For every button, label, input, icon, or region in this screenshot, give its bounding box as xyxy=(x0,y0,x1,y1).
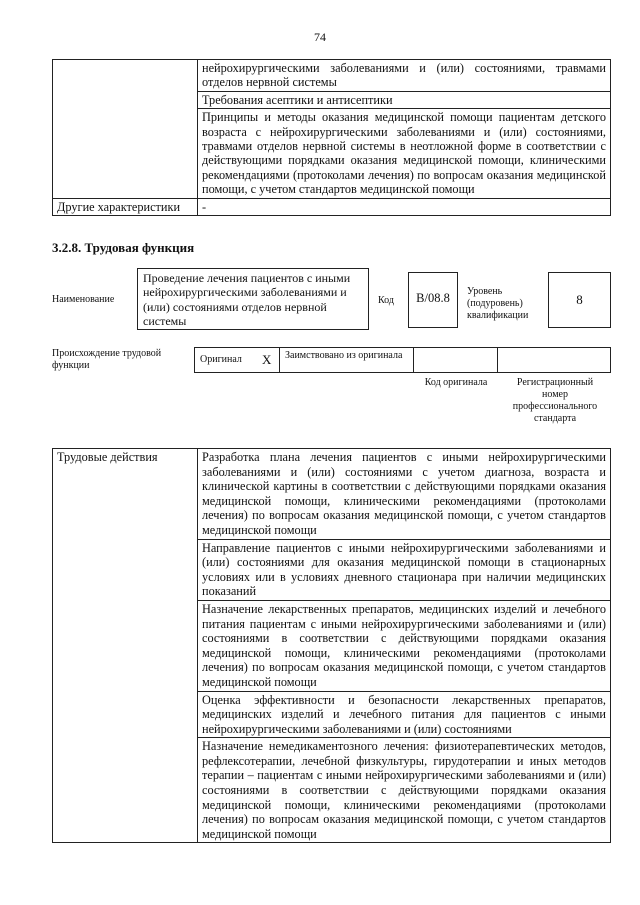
page-number: 74 xyxy=(314,30,326,44)
table-row xyxy=(53,449,611,540)
row-label xyxy=(53,60,198,92)
actions-label: Трудовые действия xyxy=(53,449,198,843)
row-text: - xyxy=(198,198,611,215)
table-row xyxy=(53,91,611,108)
divider xyxy=(413,347,414,373)
action-item: Направление пациентов с иными нейрохирургическими заболеваниями и (или) состояниями для оказания медицинской помощи в стационарных условиях или в условиях дневного стационара при наличии медицинских показаний xyxy=(198,539,611,600)
action-item: Оценка эффективности и безопасности лекарственных препаратов, медицинских изделий и лечебного питания для пациентов с иными нейрохирургическими заболеваниями и (или) состояниями xyxy=(198,691,611,738)
action-item: Назначение лекарственных препаратов, медицинских изделий и лечебного питания пациентам с иными нейрохирургическими заболеваниями и (или) состояниями в соответствии с действующими порядками оказания медицинской помощи, клиническими рекомендациями (протоколами лечения) по вопросам оказания медицинской помощи, с учетом стандартов медицинской помощи xyxy=(198,600,611,691)
code-original-caption: Код оригинала xyxy=(424,377,488,388)
borrowed-label: Заимствовано из оригинала xyxy=(285,350,403,361)
code-label: Код xyxy=(378,295,394,306)
original-mark: X xyxy=(262,352,272,367)
level-value: 8 xyxy=(548,272,611,328)
action-item: Назначение немедикаментозного лечения: физиотерапевтических методов, рефлексотерапии, лечебной физкультуры, гирудотерапии и иных методов терапии – пациентам с иными нейрохирургическими заболеваниями и (или) состояниями в соответствии с действующими порядками оказания медицинской помощи, клиническими рекомендациями (протоколами лечения) по вопросам оказания медицинской помощи, с учетом стандартов медицинской помощи xyxy=(198,738,611,843)
row-label xyxy=(53,109,198,198)
table-row xyxy=(53,109,611,198)
knowledge-table xyxy=(52,59,611,216)
divider xyxy=(279,347,280,373)
row-text: нейрохирургическими заболеваниями и (или) состояниями, травмами отделов нервной системы xyxy=(198,60,611,92)
name-label: Наименование xyxy=(52,294,115,305)
reg-number-caption: Регистрационный номер профессионального стандарта xyxy=(512,377,598,424)
actions-table xyxy=(52,448,611,843)
row-text: Требования асептики и антисептики xyxy=(198,91,611,108)
function-code: B/08.8 xyxy=(408,272,458,328)
row-label: Другие характеристики xyxy=(53,198,198,215)
level-label: Уровень (подуровень) квалификации xyxy=(467,286,529,321)
table-row xyxy=(53,60,611,92)
table-row xyxy=(53,198,611,215)
section-heading: 3.2.8. Трудовая функция xyxy=(52,240,195,255)
row-text: Принципы и методы оказания медицинской помощи пациентам детского возраста с нейрохирургическими заболеваниями и (или) состояниями, травмами отделов нервной системы в неотложной форме в соответствии с действующими порядками оказания медицинской помощи, клиническими рекомендациями (протоколами лечения) по вопросам оказания медицинской помощи, с учетом стандартов медицинской помощи xyxy=(198,109,611,198)
original-label: Оригинал xyxy=(200,354,242,365)
function-name: Проведение лечения пациентов с иными нейрохирургическими заболеваниями и (или) состояниями отделов нервной системы xyxy=(137,268,369,330)
action-item: Разработка плана лечения пациентов с иными нейрохирургическими заболеваниями и (или) состояниями с учетом диагноза, возраста и клинической картины в соответствии с действующими порядками оказания медицинской помощи, клиническими рекомендациями (протоколами лечения) по вопросам оказания медицинской помощи, с учетом стандартов медицинской помощи xyxy=(198,449,611,540)
row-label xyxy=(53,91,198,108)
divider xyxy=(497,347,498,373)
origin-label: Происхождение трудовой функции xyxy=(52,348,162,371)
